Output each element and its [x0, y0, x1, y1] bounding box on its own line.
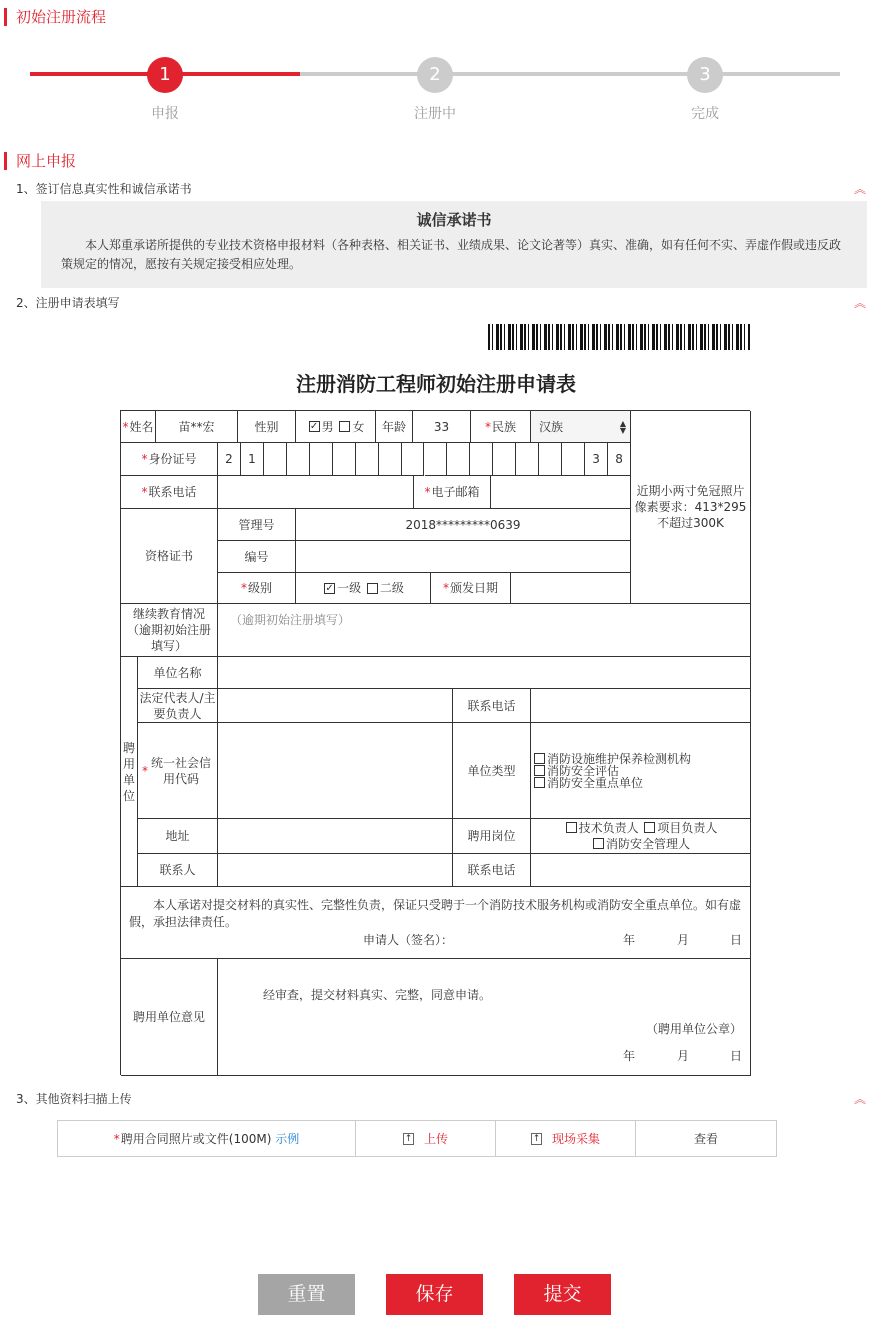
id-digit-cell[interactable] — [356, 443, 379, 476]
mgmt-input[interactable]: 2018*********0639 — [296, 509, 631, 541]
year-label: 年 — [623, 1049, 636, 1063]
progress-line-pending — [300, 72, 840, 76]
credit-code-input[interactable] — [218, 723, 453, 819]
post-option[interactable]: 消防安全管理人 — [591, 836, 690, 852]
unit-name-input[interactable] — [218, 657, 751, 689]
id-digit-cell[interactable] — [562, 443, 585, 476]
step-1-label: 申报 — [151, 106, 179, 122]
id-digit-cell[interactable] — [425, 443, 448, 476]
step-2: 2 — [417, 57, 453, 93]
id-digit-cell[interactable] — [287, 443, 310, 476]
file-label: * 聘用合同照片或文件(100M) 示例 — [58, 1121, 356, 1156]
ethnic-select[interactable]: 汉族 ▲ ▼ — [531, 411, 631, 443]
issue-date-label: * 颁发日期 — [431, 573, 511, 604]
reset-button[interactable]: 重置 — [258, 1274, 355, 1315]
opinion-label: 聘用单位意见 — [121, 959, 218, 1076]
phone-input[interactable] — [218, 476, 414, 509]
submit-button[interactable]: 提交 — [514, 1274, 611, 1315]
issue-date-input[interactable] — [511, 573, 631, 604]
section1-title: 1、签订信息真实性和诚信承诺书 — [16, 182, 192, 196]
id-digit-cell[interactable]: 8 — [608, 443, 631, 476]
process-title: 初始注册流程 — [4, 8, 106, 26]
contact-phone-label: 联系电话 — [453, 854, 531, 887]
id-digit-cell[interactable] — [516, 443, 539, 476]
level-label: * 级别 — [218, 573, 296, 604]
email-input[interactable] — [491, 476, 631, 509]
unit-phone-label: 联系电话 — [453, 689, 531, 723]
double-chevron-up-icon[interactable]: ︽ — [853, 1092, 866, 1106]
opinion-box — [218, 959, 751, 1076]
unit-phone-input[interactable] — [531, 689, 751, 723]
unit-type-option[interactable]: 消防安全评估 — [532, 765, 619, 777]
edu-input[interactable]: （逾期初始注册填写） — [218, 604, 751, 657]
id-digit-cell[interactable]: 1 — [241, 443, 264, 476]
employer-label: 聘用单位 — [121, 657, 138, 887]
id-digit-cell[interactable] — [470, 443, 493, 476]
unit-type-label: 单位类型 — [453, 723, 531, 819]
post-option[interactable]: 技术负责人 — [564, 821, 639, 835]
age-input[interactable]: 33 — [413, 411, 471, 443]
day-label: 日 — [730, 1049, 743, 1063]
view-button[interactable]: 查看 — [693, 1132, 718, 1146]
post-label: 聘用岗位 — [453, 819, 531, 854]
post-option[interactable]: 项目负责人 — [642, 821, 717, 835]
email-label: * 电子邮箱 — [414, 476, 491, 509]
ethnic-label: * 民族 — [471, 411, 531, 443]
id-digit-cell[interactable] — [379, 443, 402, 476]
barcode — [488, 324, 750, 350]
day-label: 日 — [730, 933, 743, 947]
application-table — [120, 410, 750, 1075]
contact-input[interactable] — [218, 854, 453, 887]
month-label: 月 — [677, 933, 690, 947]
double-chevron-up-icon[interactable]: ︽ — [853, 182, 866, 196]
section3-title: 3、其他资料扫描上传 — [16, 1092, 132, 1106]
id-digit-cell[interactable] — [264, 443, 287, 476]
pledge-text: 本人郑重承诺所提供的专业技术资格申报材料（各种表格、相关证书、业绩成果、论文论著等）真实、准确，如有任何不实、弄虚作假或违反政策规定的情况，愿按有关规定接受相应处理。 — [61, 238, 842, 271]
contact-label: 联系人 — [138, 854, 218, 887]
upload-button[interactable]: ↑ 上传 — [356, 1121, 496, 1156]
level1-checkbox[interactable]: ✓ — [325, 582, 334, 594]
seal-label: （聘用单位公章） — [645, 1022, 742, 1036]
id-digit-cell[interactable]: 3 — [585, 443, 608, 476]
id-digit-cell[interactable] — [539, 443, 562, 476]
female-checkbox[interactable] — [339, 421, 350, 432]
year-label: 年 — [623, 933, 636, 947]
step-3-label: 完成 — [691, 106, 719, 122]
name-label: * 姓名 — [121, 411, 156, 443]
photo-upload[interactable]: 近期小两寸免冠照片 像素要求：413*295 不超过300K — [631, 411, 751, 604]
age-label: 年龄 — [376, 411, 413, 443]
name-input[interactable]: 苗**宏 — [156, 411, 238, 443]
level2-checkbox[interactable] — [367, 583, 378, 594]
pledge-title: 诚信承诺书 — [416, 211, 492, 229]
section2-title: 2、注册申请表填写 — [16, 296, 120, 310]
cert-label: 资格证书 — [121, 509, 218, 604]
male-checkbox[interactable]: ✓ — [309, 421, 319, 432]
pledge-box — [41, 201, 867, 288]
step-2-label: 注册中 — [414, 106, 456, 122]
legal-rep-input[interactable] — [218, 689, 453, 723]
serial-input[interactable] — [296, 541, 631, 573]
unit-name-label: 单位名称 — [138, 657, 218, 689]
step-1: 1 — [147, 57, 183, 93]
gender-label: 性别 — [238, 411, 296, 443]
gender-options: ✓ 男 女 — [296, 411, 376, 443]
capture-button[interactable]: ↑ 现场采集 — [496, 1121, 636, 1156]
address-label: 地址 — [138, 819, 218, 854]
id-digit-cell[interactable] — [493, 443, 516, 476]
step-3: 3 — [687, 57, 723, 93]
applicant-sign-label: 申请人（签名）： — [363, 933, 454, 947]
unit-type-option[interactable]: 消防安全重点单位 — [532, 777, 643, 789]
phone-label: * 联系电话 — [121, 476, 218, 509]
unit-type-option[interactable]: 消防设施维护保养检测机构 — [532, 753, 691, 765]
upload-icon: ↑ — [532, 1133, 541, 1144]
post-options — [531, 819, 751, 854]
id-digit-cell[interactable]: 2 — [218, 443, 241, 476]
level-options: ✓ 一级 二级 — [296, 573, 431, 604]
opinion-text: 经审查，提交材料真实、完整，同意申请。 — [263, 988, 492, 1002]
contact-phone-input[interactable] — [531, 854, 751, 887]
upload-row — [57, 1120, 777, 1157]
online-title: 网上申报 — [4, 152, 76, 170]
legal-rep-label: 法定代表人/主要负责人 — [138, 689, 218, 723]
month-label: 月 — [677, 1049, 690, 1063]
edu-label: 继续教育情况（逾期初始注册填写） — [121, 604, 218, 657]
id-label: * 身份证号 — [121, 443, 218, 476]
save-button[interactable]: 保存 — [386, 1274, 483, 1315]
id-digit-cell[interactable] — [447, 443, 470, 476]
address-input[interactable] — [218, 819, 453, 854]
mgmt-label: 管理号 — [218, 509, 296, 541]
declaration — [121, 887, 751, 959]
id-digit-cell[interactable] — [310, 443, 333, 476]
unit-type-options — [531, 723, 751, 819]
form-title: 注册消防工程师初始注册申请表 — [296, 372, 576, 396]
id-digit-cell[interactable] — [333, 443, 356, 476]
example-link[interactable]: 示例 — [275, 1132, 300, 1146]
credit-code-label: * 统一社会信用代码 — [138, 723, 218, 819]
declaration-text: 本人承诺对提交材料的真实性、完整性负责，保证只受聘于一个消防技术服务机构或消防安全重点单位。如有虚假，承担法律责任。 — [129, 898, 742, 929]
serial-label: 编号 — [218, 541, 296, 573]
upload-icon: ↑ — [404, 1133, 413, 1144]
id-digit-cell[interactable] — [402, 443, 425, 476]
select-arrows-icon: ▲ ▼ — [619, 418, 626, 435]
double-chevron-up-icon[interactable]: ︽ — [853, 296, 866, 310]
